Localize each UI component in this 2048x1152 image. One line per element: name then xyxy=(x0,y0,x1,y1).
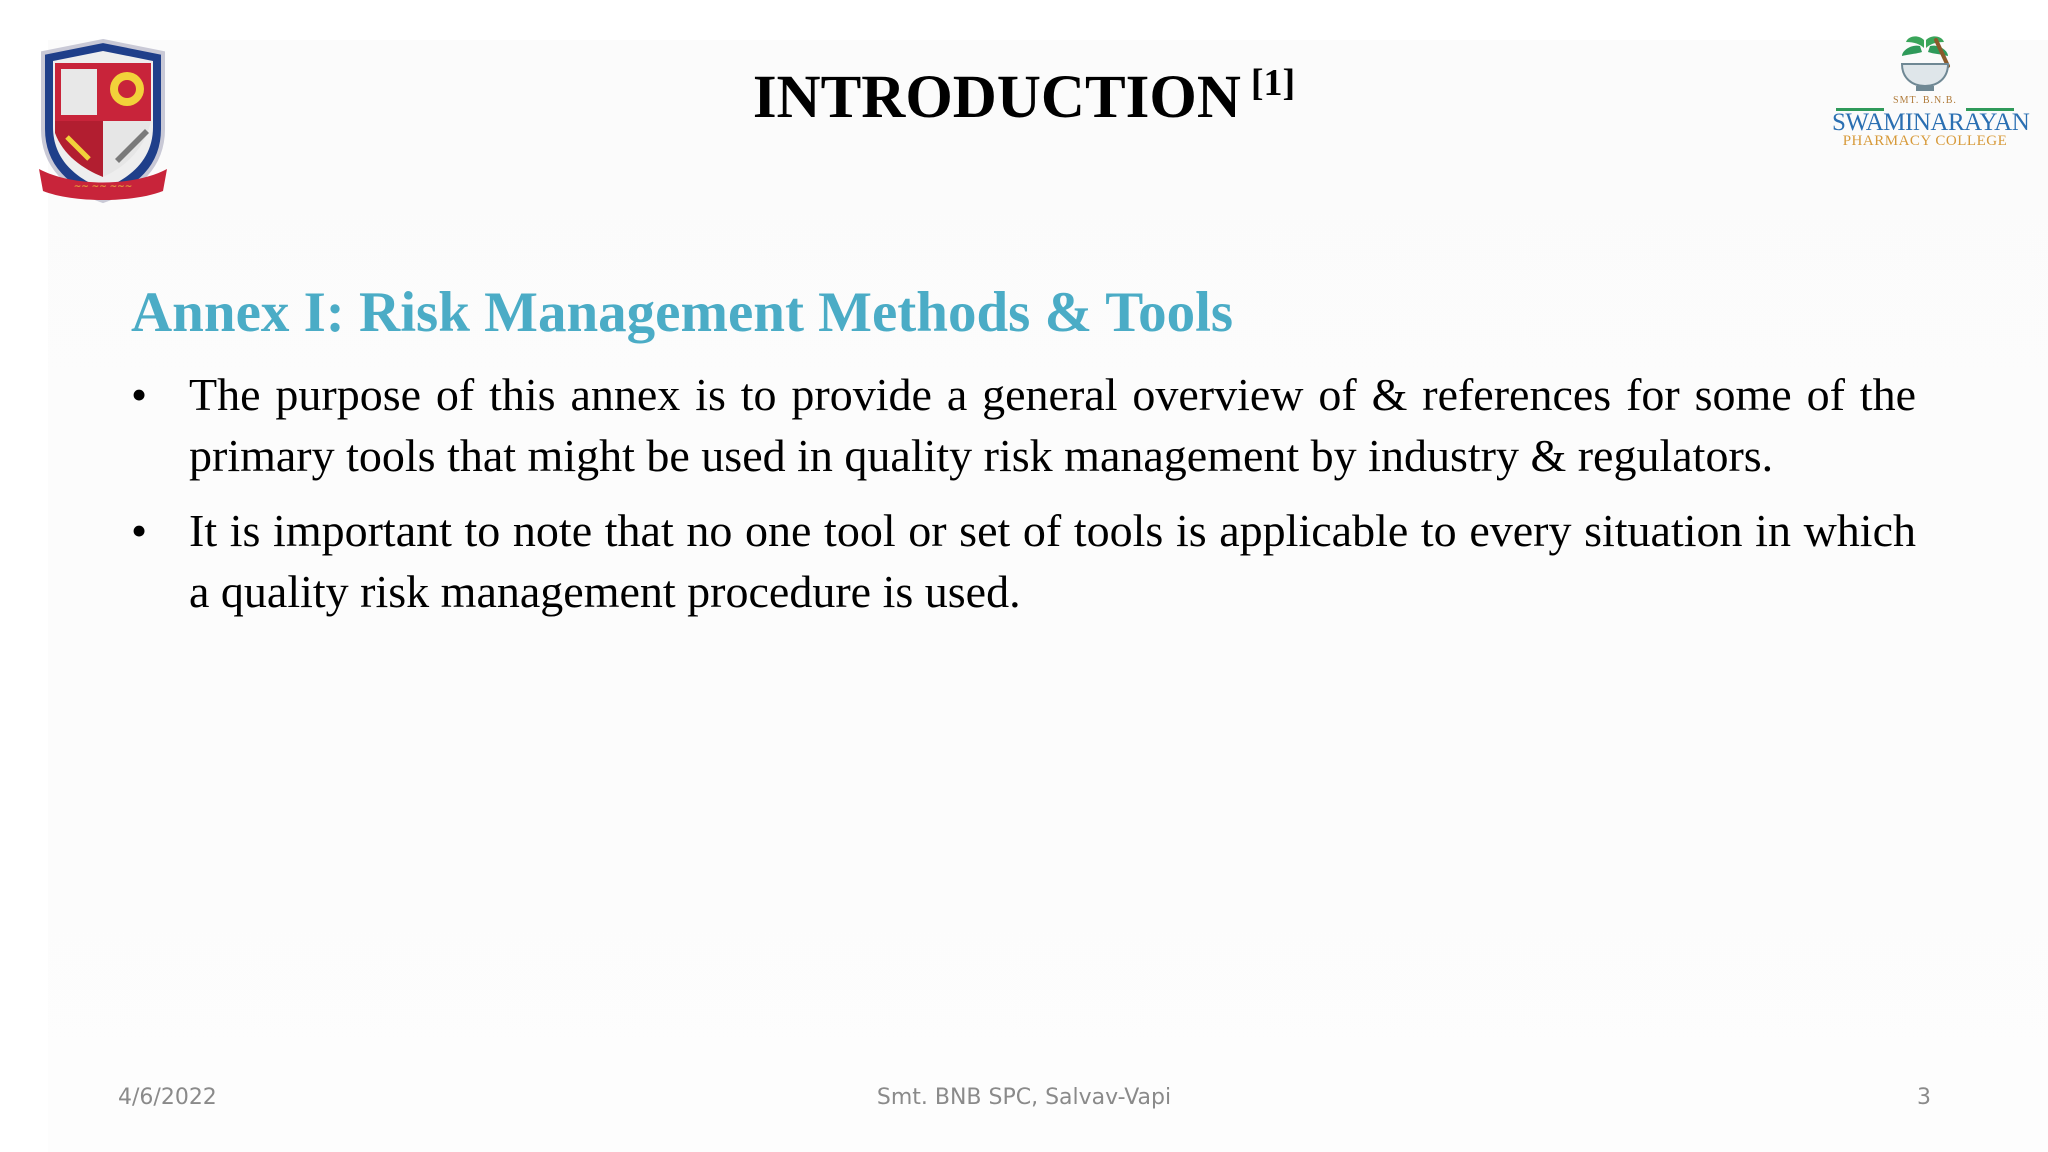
bullet-marker: • xyxy=(131,505,148,556)
svg-text:~~ ~~ ~~~: ~~ ~~ ~~~ xyxy=(73,182,133,192)
bullet-text: The purpose of this annex is to provide a general overview of & references for some of the primary tools that might be used in quality risk management by industry & regulators. xyxy=(189,369,1916,481)
footer-center-text: Smt. BNB SPC, Salvav-Vapi xyxy=(876,1085,1172,1110)
page-number: 3 xyxy=(1917,1085,1931,1110)
bullet-marker: • xyxy=(131,369,148,420)
bullet-list xyxy=(131,364,1916,636)
college-logo-main-text: SWAMINARAYAN xyxy=(1832,109,2030,136)
slide-subtitle: Annex I: Risk Management Methods & Tools xyxy=(131,281,1234,344)
college-logo-sub-text: PHARMACY COLLEGE xyxy=(1842,133,2008,149)
college-logo-small-text: SMT. B.N.B. xyxy=(1893,95,1957,106)
bullet-item xyxy=(131,500,1916,622)
title-reference: [1] xyxy=(1250,62,1296,104)
slide-title-text: INTRODUCTION xyxy=(752,64,1241,131)
bullet-text: It is important to note that no one tool or set of tools is applicable to every situation in which a quality risk management procedure is used. xyxy=(189,505,1916,617)
footer-date: 4/6/2022 xyxy=(118,1085,217,1110)
bullet-item xyxy=(131,364,1916,486)
slide-title xyxy=(0,58,2048,145)
